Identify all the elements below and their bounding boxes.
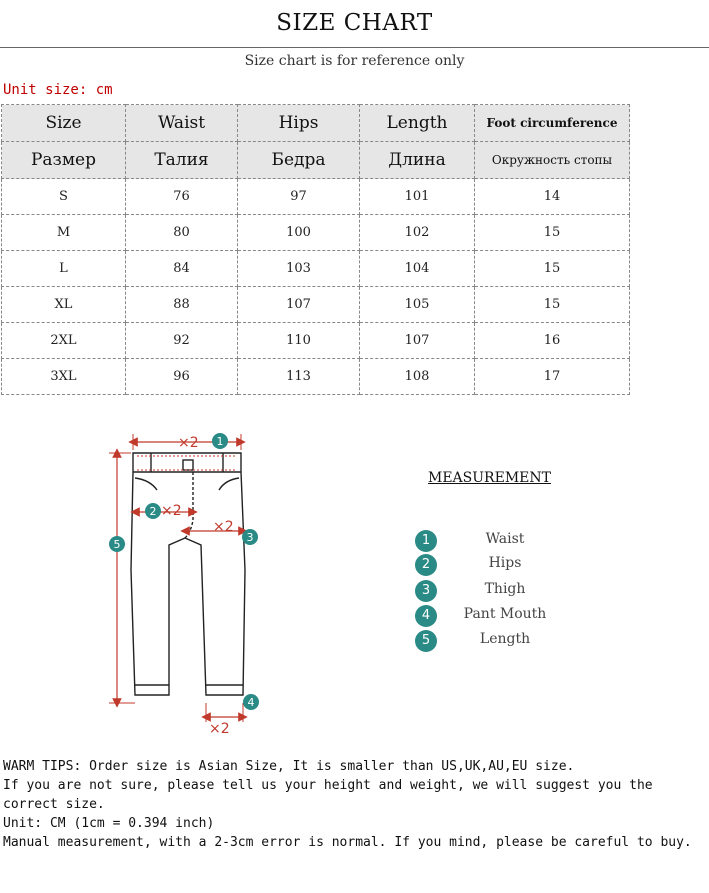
legend-label: Waist	[485, 531, 525, 547]
pants-outline	[131, 453, 245, 695]
thigh-multiplier: ×2	[213, 519, 234, 535]
cell-length: 105	[360, 287, 475, 323]
marker-5	[109, 536, 125, 552]
stitch-lines	[137, 456, 237, 470]
col-header-waist-ru: Талия	[126, 142, 238, 179]
title-divider	[0, 47, 709, 48]
cell-foot: 16	[475, 323, 630, 359]
cell-hips: 110	[238, 323, 360, 359]
marker-2	[145, 503, 161, 519]
legend-label: Hips	[488, 555, 522, 571]
tip-line: Unit: CM (1cm = 0.394 inch)	[3, 816, 215, 831]
legend-item-hips	[415, 554, 585, 577]
cell-length: 107	[360, 323, 475, 359]
col-header-length: Length	[360, 105, 475, 142]
cell-hips: 113	[238, 359, 360, 395]
legend-item-thigh	[415, 580, 585, 603]
legend-label: Thigh	[484, 581, 526, 597]
legend-label: Length	[479, 631, 531, 647]
legend-number: 1	[415, 530, 437, 552]
cell-foot: 15	[475, 287, 630, 323]
col-header-size-ru: Размер	[2, 142, 126, 179]
table-row	[2, 323, 630, 359]
svg-text:1: 1	[216, 435, 224, 448]
pants-diagram	[95, 420, 275, 740]
tip-line: If you are not sure, please tell us your height and weight, we will suggest you the correct size.	[3, 778, 653, 812]
col-header-length-ru: Длина	[360, 142, 475, 179]
cell-foot: 17	[475, 359, 630, 395]
cell-size: 3XL	[2, 359, 126, 395]
cell-waist: 88	[126, 287, 238, 323]
marker-3	[242, 529, 258, 545]
legend-item-pant-mouth	[415, 605, 585, 628]
cell-length: 104	[360, 251, 475, 287]
size-table	[1, 104, 630, 395]
hips-multiplier: ×2	[161, 503, 182, 519]
legend-number: 3	[415, 580, 437, 602]
tip-line: Manual measurement, with a 2-3cm error is normal. If you mind, please be careful to buy.	[3, 835, 692, 850]
header-row-ru	[2, 142, 630, 179]
waist-multiplier: ×2	[178, 435, 199, 451]
measurement-title: MEASUREMENT	[428, 470, 551, 486]
page-title: SIZE CHART	[276, 10, 433, 36]
cell-foot: 15	[475, 251, 630, 287]
svg-text:4: 4	[247, 696, 255, 709]
cell-size: M	[2, 215, 126, 251]
svg-text:3: 3	[246, 531, 254, 544]
col-header-waist: Waist	[126, 105, 238, 142]
cell-length: 102	[360, 215, 475, 251]
table-row	[2, 251, 630, 287]
page-subtitle: Size chart is for reference only	[244, 53, 465, 69]
table-row	[2, 287, 630, 323]
pant-mouth-multiplier: ×2	[209, 721, 230, 737]
tip-line: WARM TIPS: Order size is Asian Size, It is smaller than US,UK,AU,EU size.	[3, 759, 575, 774]
cell-size: L	[2, 251, 126, 287]
marker-1	[212, 433, 228, 449]
col-header-hips-ru: Бедра	[238, 142, 360, 179]
cell-waist: 84	[126, 251, 238, 287]
cell-waist: 96	[126, 359, 238, 395]
cell-hips: 97	[238, 179, 360, 215]
svg-text:5: 5	[113, 538, 121, 551]
table-row	[2, 215, 630, 251]
cell-waist: 80	[126, 215, 238, 251]
col-header-hips: Hips	[238, 105, 360, 142]
col-header-size: Size	[2, 105, 126, 142]
legend-label: Pant Mouth	[463, 606, 547, 622]
table-row	[2, 359, 630, 395]
cell-size: 2XL	[2, 323, 126, 359]
col-header-foot-ru: Окружность стопы	[475, 142, 630, 179]
cell-size: XL	[2, 287, 126, 323]
pant-mouth-arrow	[206, 703, 243, 722]
legend-number: 4	[415, 605, 437, 627]
legend-number: 2	[415, 554, 437, 576]
cell-foot: 14	[475, 179, 630, 215]
warm-tips	[3, 757, 706, 852]
cell-length: 101	[360, 179, 475, 215]
cell-hips: 107	[238, 287, 360, 323]
legend-item-length	[415, 630, 585, 653]
cell-hips: 100	[238, 215, 360, 251]
legend-number: 5	[415, 630, 437, 652]
marker-4	[243, 694, 259, 710]
cell-foot: 15	[475, 215, 630, 251]
cell-waist: 92	[126, 323, 238, 359]
legend-item-waist	[415, 530, 585, 553]
header-row-en	[2, 105, 630, 142]
cell-waist: 76	[126, 179, 238, 215]
unit-label: Unit size: cm	[3, 82, 113, 98]
table-row	[2, 179, 630, 215]
cell-size: S	[2, 179, 126, 215]
svg-text:2: 2	[149, 505, 157, 518]
col-header-foot: Foot circumference	[475, 105, 630, 142]
cell-length: 108	[360, 359, 475, 395]
cell-hips: 103	[238, 251, 360, 287]
